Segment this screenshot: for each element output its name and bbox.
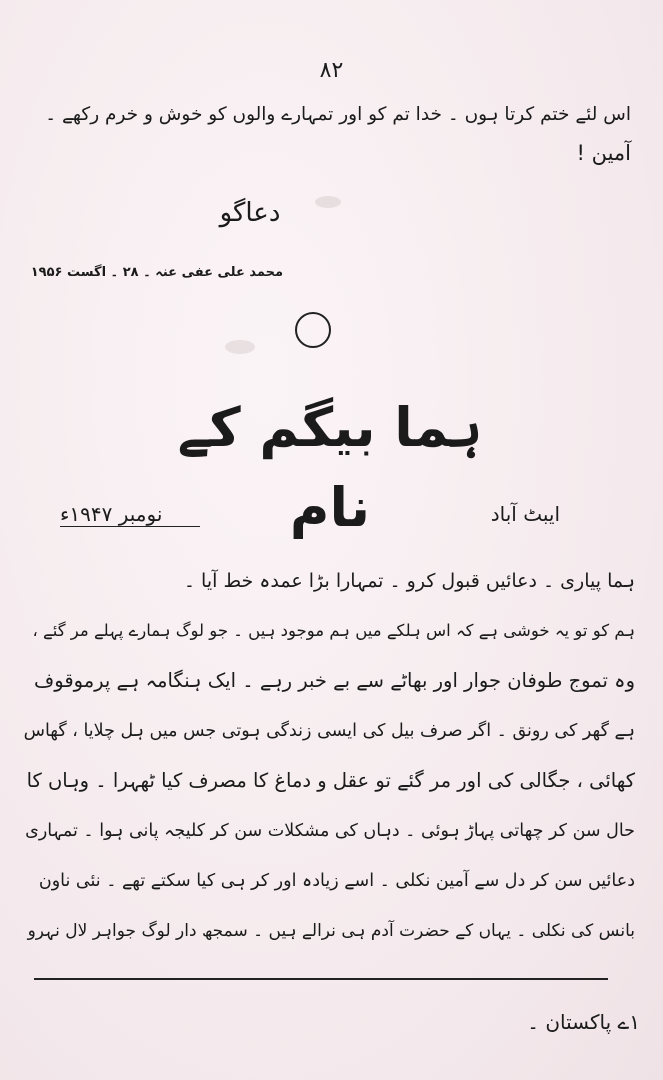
page-number: ۸۲ xyxy=(319,58,344,83)
paper-stain xyxy=(225,340,255,354)
letter-line-1: ہما پیاری ۔ دعائیں قبول کرو ۔ تمہارا بڑا عمدہ خط آیا ۔ xyxy=(183,570,635,592)
letter-line-6: حال سن کر چھاتی پہاڑ ہوئی ۔ دہاں کی مشکلات سن کر کلیجہ پانی ہوا ۔ تمہاری xyxy=(25,821,635,841)
signature-line: محمد علی عفی عنہ ۔ ۲۸ ۔ اگست ۱۹۵۶ xyxy=(30,265,283,280)
footnote-divider xyxy=(34,978,608,980)
section-separator-circle xyxy=(295,312,331,348)
letter-line-7: دعائیں سن کر دل سے آمین نکلی ۔ اسے زیادہ اور کر ہی کیا سکتے تھے ۔ نئی ناون xyxy=(38,871,635,891)
letter-line-5: کھائی ، جگالی کی اور مر گئے تو عقل و دماغ کا مصرف کیا ٹھہرا ۔ وہاں کا xyxy=(26,769,635,792)
letter-date: نومبر ۱۹۴۷ء xyxy=(60,502,200,527)
letter-line-2: ہم کو تو یہ خوشی ہے کہ اس ہلکے میں ہم موجود ہیں ۔ جو لوگ ہمارے پہلے مر گئے ، xyxy=(32,621,635,640)
closing-line-1: اس لئے ختم کرتا ہوں ۔ خدا تم کو اور تمہارے والوں کو خوش و خرم رکھے ۔ xyxy=(45,104,631,125)
sign-off-title: دعاگو xyxy=(219,198,281,228)
closing-line-2: آمین ! xyxy=(576,141,631,165)
letter-line-4: ہے گھر کی رونق ۔ اگر صرف بیل کی ایسی زندگی ہوتی جس میں ہل چلایا ، گھاس xyxy=(23,721,635,741)
letter-heading: ہما بیگم کے نام xyxy=(177,396,483,539)
footnote: ۱ے پاکستان ۔ xyxy=(527,1010,640,1034)
letter-line-3: وہ تموج طوفان جوار اور بھاٹے سے بے خبر رہے ۔ ایک ہنگامہ ہے پرموقوف xyxy=(34,669,635,692)
letter-line-8: بانس کی نکلی ۔ یہاں کے حضرت آدم ہی نرالے ہیں ۔ سمجھ دار لوگ جواہر لال نہرو xyxy=(27,921,635,941)
letter-place: ایبٹ آباد xyxy=(490,502,560,526)
